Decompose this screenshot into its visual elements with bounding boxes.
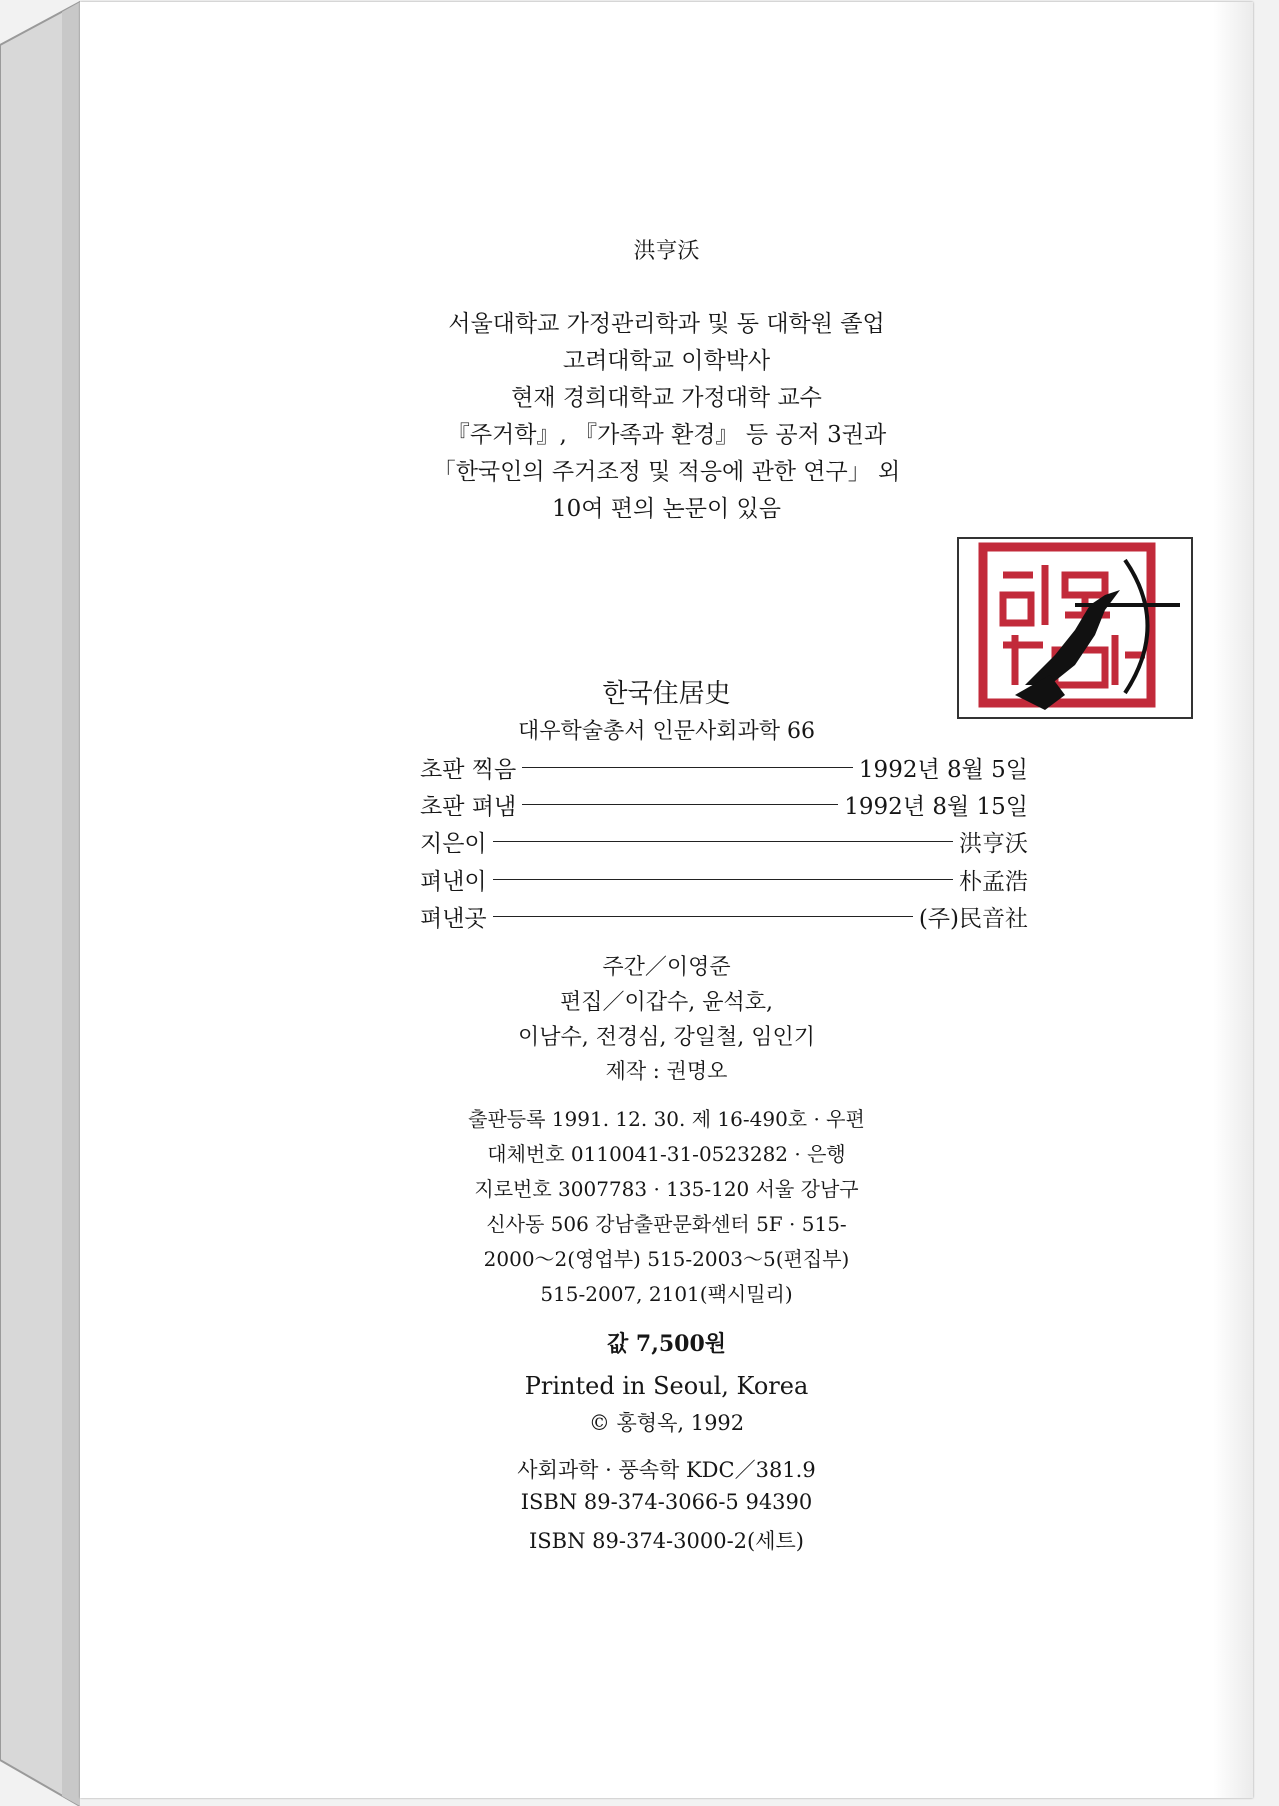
- publisher-info-line: 515-2007, 2101(팩시밀리): [540, 1282, 793, 1306]
- colophon-row: [420, 787, 1028, 821]
- book-title: 한국住居史: [602, 679, 731, 709]
- printed-in: Printed in Seoul, Korea: [524, 1372, 809, 1400]
- colophon-value: 朴孟浩: [959, 868, 1028, 895]
- page-content: [80, 2, 1253, 1798]
- publisher-info-line: 2000～2(영업부) 515-2003～5(편집부): [483, 1247, 850, 1271]
- price: 값 7,500원: [606, 1331, 727, 1357]
- publisher-info-line: 지로번호 3007783 · 135-120 서울 강남구: [474, 1177, 859, 1201]
- publisher-info-line: 출판등록 1991. 12. 30. 제 16-490호 · 우편: [468, 1107, 865, 1131]
- colophon-label: 펴낸이: [420, 868, 487, 895]
- isbn-line: ISBN 89-374-3066-5 94390: [520, 1490, 813, 1514]
- colophon-label: 지은이: [420, 830, 487, 857]
- copyright-notice: © 홍형옥, 1992: [588, 1411, 745, 1435]
- publisher-info-line: 신사동 506 강남출판문화센터 5F · 515-: [486, 1212, 847, 1236]
- colophon-label: 초판 찍음: [420, 756, 517, 783]
- leader-line: [493, 916, 913, 917]
- colophon-row: [420, 862, 1028, 896]
- staff-line: 주간／이영준: [602, 955, 731, 980]
- leader-line: [493, 841, 953, 842]
- staff-line: 이남수, 전경심, 강일철, 임인기: [518, 1025, 815, 1050]
- author-bio-line: 「한국인의 주거조정 및 적응에 관한 연구」 외: [432, 459, 901, 485]
- leader-line: [522, 804, 838, 805]
- colophon-label: 초판 펴냄: [420, 793, 517, 820]
- staff-line: 제작 : 권명오: [605, 1059, 728, 1083]
- author-bio-line: 고려대학교 이학박사: [562, 348, 771, 374]
- colophon-value: 洪亨沃: [959, 830, 1028, 857]
- copyright-page: [80, 2, 1253, 1798]
- book-series: 대우학술총서 인문사회과학 66: [517, 719, 815, 744]
- author-bio-line: 서울대학교 가정관리학과 및 동 대학원 졸업: [448, 311, 885, 337]
- classification: 사회과학 · 풍속학 KDC／381.9: [517, 1458, 816, 1482]
- publisher-info-line: 대체번호 0110041-31-0523282 · 은행: [487, 1142, 846, 1166]
- book-spine: [0, 0, 80, 1806]
- staff-line: 편집／이갑수, 윤석호,: [560, 990, 773, 1015]
- author-bio-line: 10여 편의 논문이 있음: [552, 496, 781, 522]
- author-name: 洪亨沃: [633, 239, 700, 264]
- colophon-row: [420, 750, 1028, 784]
- colophon-value: 1992년 8월 5일: [858, 756, 1028, 783]
- isbn-line: ISBN 89-374-3000-2(세트): [528, 1529, 805, 1553]
- colophon-value: 1992년 8월 15일: [844, 793, 1028, 820]
- author-bio-line: 현재 경희대학교 가정대학 교수: [511, 385, 822, 411]
- colophon-value: (주)民音社: [918, 905, 1028, 932]
- leader-line: [493, 879, 953, 880]
- leader-line: [522, 767, 853, 768]
- colophon-label: 펴낸곳: [420, 905, 487, 932]
- colophon-row: [420, 824, 1028, 858]
- author-bio-line: 『주거학』, 『가족과 환경』 등 공저 3권과: [446, 422, 887, 448]
- colophon-row: [420, 899, 1028, 933]
